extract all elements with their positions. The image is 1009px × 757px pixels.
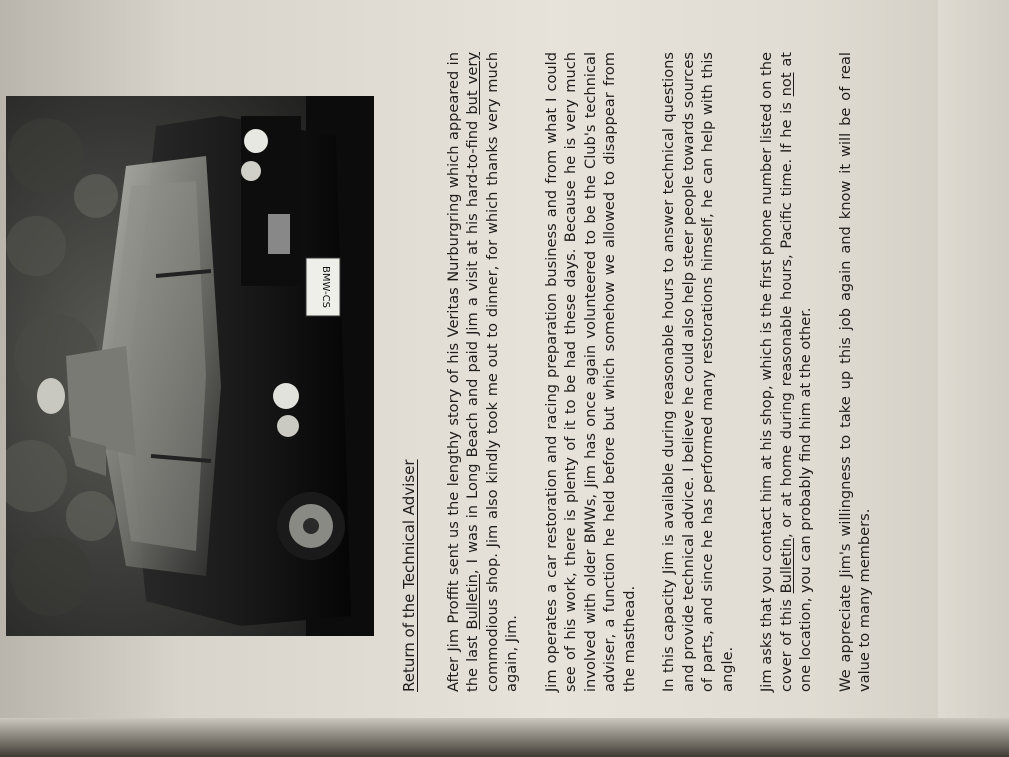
paragraph-text: Jim asks that you contact him at his shop, which is the first phone number listed on the cover of this	[758, 52, 795, 692]
car-photo	[6, 96, 374, 636]
paragraph-text: , or at home during reasonable hours, Pacific time. If he is	[777, 96, 795, 538]
article-paragraph	[542, 52, 640, 692]
article-paragraph	[444, 52, 522, 692]
underlined-text: Bulletin	[777, 538, 795, 594]
underlined-text: not	[777, 72, 795, 97]
paragraph-text: Jim operates a car restoration and racing preparation business and from what I could see of his work, there is plenty of it to be had these days. Because he is very much involved with older BMWs, Jim has once again volunteered to be the Club's technical adviser, a function he held before but which somehow we allowed to disappear from the masthead.	[542, 52, 638, 692]
paragraph-text: In this capacity Jim is available during reasonable hours to answer technical questions and provide technical advice. I believe he could also help steer people towards sources of parts, and since he has performed many restorations himself, he can help with this angle.	[660, 52, 736, 692]
paragraph-text: We appreciate Jim's willingness to take up this job again and know it will be of real value to many members.	[836, 52, 873, 692]
book-binding	[0, 718, 1009, 757]
paragraph-text: commodious shop. Jim also kindly took me out to dinner, for which thanks very much again, Jim.	[483, 52, 520, 692]
paragraph-text: , I was in Long Beach and paid Jim a visit at his hard-to-find	[464, 114, 481, 575]
article	[400, 52, 960, 692]
article-paragraph	[659, 52, 737, 692]
article-paragraph	[757, 52, 816, 692]
license-plate-text: BMW-CS	[320, 266, 331, 308]
underlined-text: but very	[464, 52, 481, 115]
article-paragraph	[836, 52, 875, 692]
paragraph-text: at one location, you can probably find him at the other.	[777, 52, 814, 692]
underlined-text: Bulletin	[464, 574, 481, 630]
article-body	[444, 52, 875, 692]
paragraph-text: After Jim Proffit sent us the lengthy story of his Veritas Nurburgring which appeared in the last	[444, 52, 481, 692]
article-title: Return of the Technical Adviser	[400, 459, 418, 692]
